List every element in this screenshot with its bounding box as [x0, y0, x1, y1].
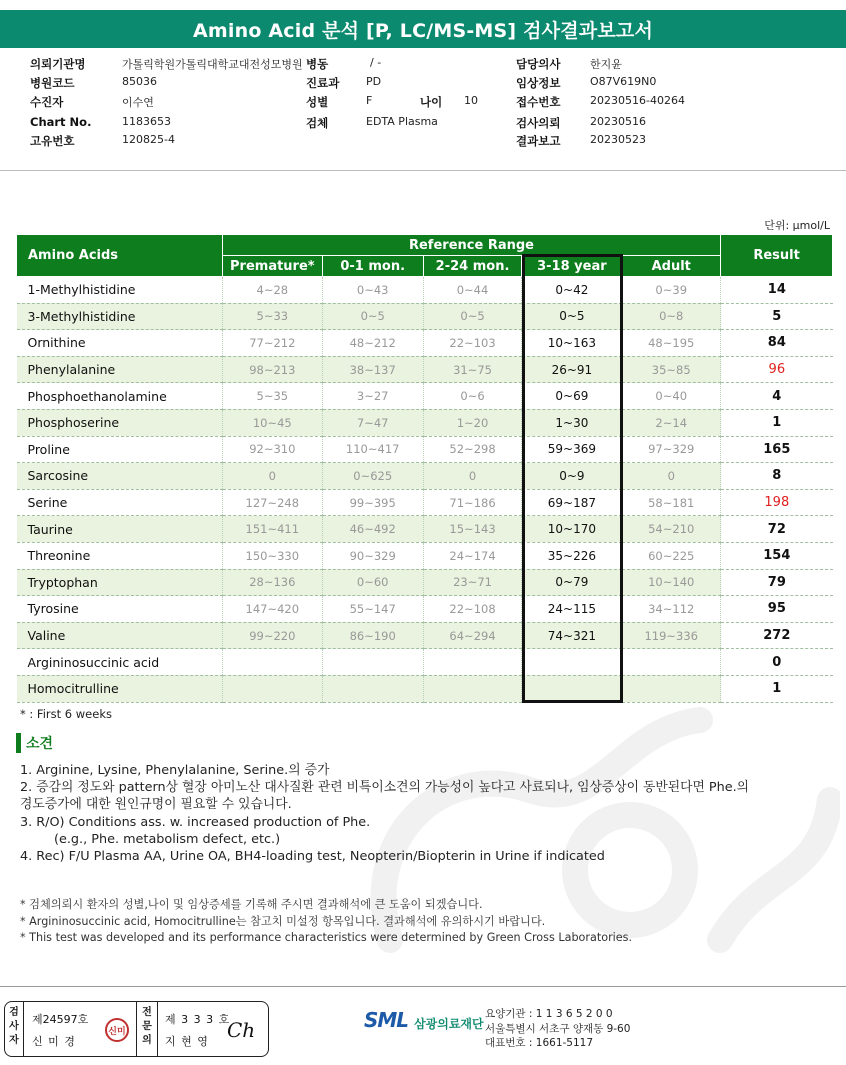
patient-label: 수진자 — [30, 95, 64, 109]
result-value: 4 — [721, 383, 833, 410]
receipt-label: 접수번호 — [516, 95, 561, 109]
reference-range-cell: 7~47 — [322, 409, 423, 436]
heading-bar — [16, 733, 21, 753]
opinion-title: 소견 — [26, 736, 54, 752]
reference-range-cell: 24~115 — [522, 596, 622, 623]
divider — [0, 170, 846, 171]
reference-range-cell: 15~143 — [423, 516, 522, 543]
table-row — [17, 436, 833, 463]
reference-range-cell — [423, 649, 522, 676]
reference-range-cell: 99~220 — [222, 622, 322, 649]
footer-divider — [0, 986, 846, 987]
opinion-line: 3. R/O) Conditions ass. w. increased production of Phe. — [20, 814, 371, 830]
clinical-label: 임상정보 — [516, 76, 561, 90]
unit-label: 단위: μmol/L — [764, 219, 830, 232]
ward-value: / - — [370, 56, 382, 69]
table-row — [17, 303, 833, 330]
result-value: 79 — [721, 569, 833, 596]
report-title: Amino Acid 분석 [P, LC/MS-MS] 검사결과보고서 — [0, 10, 846, 48]
reference-range-cell: 110~417 — [322, 436, 423, 463]
table-row — [17, 542, 833, 569]
receipt-value: 20230516-40264 — [590, 94, 685, 107]
amino-acid-name: Phenylalanine — [17, 356, 223, 383]
doctor-value: 한지윤 — [590, 58, 622, 71]
sex-value: F — [366, 94, 373, 107]
reference-range-cell: 0~625 — [322, 463, 423, 490]
reference-range-cell: 0 — [423, 463, 522, 490]
unique-value: 120825-4 — [122, 133, 175, 146]
reference-range-cell: 0~6 — [423, 383, 522, 410]
examiner-license: 제24597호 — [32, 1013, 89, 1026]
dept-value: PD — [366, 75, 382, 88]
reference-range-cell — [322, 649, 423, 676]
reference-range-cell: 22~103 — [423, 330, 522, 357]
table-row — [17, 516, 833, 543]
specialist-name: 지 현 영 — [165, 1035, 209, 1048]
specialist-label: 전 문 의 — [142, 1007, 152, 1046]
chart-value: 1183653 — [122, 115, 171, 128]
reference-range-cell: 119~336 — [622, 622, 721, 649]
table-row — [17, 649, 833, 676]
reference-range-cell — [222, 649, 322, 676]
col-2-24-mon: 2-24 mon. — [423, 256, 522, 277]
reference-range-cell: 99~395 — [322, 489, 423, 516]
reference-range-cell: 0~9 — [522, 463, 622, 490]
table-row — [17, 409, 833, 436]
age-label: 나이 — [420, 95, 443, 109]
amino-acid-name: 3-Methylhistidine — [17, 303, 223, 330]
reference-range-cell: 64~294 — [423, 622, 522, 649]
org-address: 서울특별시 서초구 양재동 9-60 — [485, 1022, 631, 1035]
col-premature: Premature* — [222, 256, 322, 277]
reference-range-cell: 10~45 — [222, 409, 322, 436]
reference-range-cell: 10~140 — [622, 569, 721, 596]
reference-range-cell: 46~492 — [322, 516, 423, 543]
result-value: 5 — [721, 303, 833, 330]
table-row — [17, 463, 833, 490]
result-value: 165 — [721, 436, 833, 463]
reference-range-cell: 92~310 — [222, 436, 322, 463]
unique-label: 고유번호 — [30, 134, 75, 148]
clinical-value: O87V619N0 — [590, 75, 657, 88]
ward-label: 병동 — [306, 57, 329, 71]
col-3-18-year: 3-18 year — [522, 256, 622, 277]
sml-logo — [364, 1008, 484, 1032]
reference-range-cell — [622, 675, 721, 702]
reference-range-cell: 90~329 — [322, 542, 423, 569]
reference-range-cell: 0~60 — [322, 569, 423, 596]
amino-acid-name: Valine — [17, 622, 223, 649]
reference-range-cell: 147~420 — [222, 596, 322, 623]
reference-range-cell: 127~248 — [222, 489, 322, 516]
reference-range-cell: 54~210 — [622, 516, 721, 543]
amino-acid-name: Sarcosine — [17, 463, 223, 490]
result-value: 84 — [721, 330, 833, 357]
report-value: 20230523 — [590, 133, 646, 146]
amino-acid-name: Threonine — [17, 542, 223, 569]
amino-acid-name: Ornithine — [17, 330, 223, 357]
reference-range-cell — [522, 649, 622, 676]
org-code: 요양기관 : 1 1 3 6 5 2 0 0 — [485, 1008, 613, 1020]
reference-range-cell: 35~226 — [522, 542, 622, 569]
reference-range-cell: 0 — [222, 463, 322, 490]
reference-range-cell: 23~71 — [423, 569, 522, 596]
handwritten-signature: Ch — [227, 1018, 256, 1042]
amino-acid-name: Homocitrulline — [17, 675, 223, 702]
reference-range-cell: 97~329 — [622, 436, 721, 463]
table-row — [17, 356, 833, 383]
footnote-premature: * : First 6 weeks — [20, 707, 112, 721]
note-line: * 검체의뢰시 환자의 성별,나이 및 임상증세를 기록해 주시면 결과해석에 큰 도움이 되겠습니다. — [20, 898, 483, 911]
table-row — [17, 675, 833, 702]
amino-acid-name: Tyrosine — [17, 596, 223, 623]
reference-range-cell: 5~35 — [222, 383, 322, 410]
result-value: 198 — [721, 489, 833, 516]
reference-range-cell: 0~40 — [622, 383, 721, 410]
org-info — [485, 1007, 630, 1051]
opinion-line: (e.g., Phe. metabolism defect, etc.) — [54, 831, 281, 847]
reference-range-cell: 71~186 — [423, 489, 522, 516]
col-result: Result — [721, 235, 833, 277]
table-row — [17, 489, 833, 516]
hospital-label: 의뢰기관명 — [30, 57, 86, 71]
result-value: 1 — [721, 675, 833, 702]
corp-name: 삼광의료재단 — [414, 1016, 484, 1031]
reference-range-cell: 1~30 — [522, 409, 622, 436]
specimen-label: 검체 — [306, 116, 329, 130]
reference-range-cell — [622, 649, 721, 676]
reference-range-cell: 34~112 — [622, 596, 721, 623]
col-amino-acids: Amino Acids — [17, 235, 223, 277]
amino-acid-name: Serine — [17, 489, 223, 516]
result-value: 272 — [721, 622, 833, 649]
reference-range-cell: 0~8 — [622, 303, 721, 330]
report-label: 결과보고 — [516, 134, 561, 148]
reference-range-cell: 28~136 — [222, 569, 322, 596]
amino-acid-name: Taurine — [17, 516, 223, 543]
doctor-label: 담당의사 — [516, 57, 561, 71]
specialist-license: 제 3 3 3 호 — [165, 1013, 231, 1026]
sex-label: 성별 — [306, 95, 329, 109]
amino-acid-name: Argininosuccinic acid — [17, 649, 223, 676]
reference-range-cell: 55~147 — [322, 596, 423, 623]
reference-range-cell: 98~213 — [222, 356, 322, 383]
result-value: 95 — [721, 596, 833, 623]
reference-range-cell: 31~75 — [423, 356, 522, 383]
col-adult: Adult — [622, 256, 721, 277]
amino-acid-table — [16, 234, 833, 703]
reference-range-cell: 0~39 — [622, 277, 721, 304]
opinion-text — [20, 762, 820, 865]
result-value: 14 — [721, 277, 833, 304]
request-value: 20230516 — [590, 115, 646, 128]
patient-value: 이수연 — [122, 96, 154, 109]
reference-range-cell: 35~85 — [622, 356, 721, 383]
reference-range-cell — [322, 675, 423, 702]
opinion-heading — [16, 733, 53, 753]
reference-range-cell: 0~5 — [423, 303, 522, 330]
reference-range-cell: 10~170 — [522, 516, 622, 543]
table-row — [17, 622, 833, 649]
reference-range-cell: 0~79 — [522, 569, 622, 596]
reference-range-cell: 74~321 — [522, 622, 622, 649]
amino-acid-name: Tryptophan — [17, 569, 223, 596]
reference-range-cell: 10~163 — [522, 330, 622, 357]
amino-acid-name: Proline — [17, 436, 223, 463]
reference-range-cell: 22~108 — [423, 596, 522, 623]
notes — [20, 897, 632, 947]
seal-stamp: 신미 — [105, 1018, 129, 1042]
reference-range-cell: 4~28 — [222, 277, 322, 304]
result-value: 72 — [721, 516, 833, 543]
table-row — [17, 383, 833, 410]
reference-range-cell — [222, 675, 322, 702]
examiner-label: 검 사 자 — [9, 1007, 19, 1046]
reference-range-cell: 3~27 — [322, 383, 423, 410]
col-0-1-mon: 0-1 mon. — [322, 256, 423, 277]
reference-range-cell: 0 — [622, 463, 721, 490]
col-reference-range: Reference Range — [222, 235, 720, 256]
reference-range-cell: 86~190 — [322, 622, 423, 649]
signature-box — [4, 1001, 269, 1057]
opinion-line: 1. Arginine, Lysine, Phenylalanine, Serine.의 증가 — [20, 763, 330, 778]
reference-range-cell: 5~33 — [222, 303, 322, 330]
amino-acid-name: Phosphoethanolamine — [17, 383, 223, 410]
reference-range-cell — [423, 675, 522, 702]
reference-range-cell: 2~14 — [622, 409, 721, 436]
reference-range-cell: 26~91 — [522, 356, 622, 383]
table-row — [17, 330, 833, 357]
note-line: * This test was developed and its performance characteristics were determined by Green Cross Laboratories. — [20, 931, 633, 944]
age-value: 10 — [464, 94, 478, 107]
opinion-line: 4. Rec) F/U Plasma AA, Urine OA, BH4-loading test, Neopterin/Biopterin in Urine if indicated — [20, 849, 605, 865]
reference-range-cell: 38~137 — [322, 356, 423, 383]
dept-label: 진료과 — [306, 76, 340, 90]
opinion-line: 2. 증감의 정도와 pattern상 혈장 아미노산 대사질환 관련 비특이소견의 가능성이 높다고 사료되나, 임상증상이 동반된다면 Phe.의 — [20, 780, 750, 796]
specimen-value: EDTA Plasma — [366, 115, 438, 128]
request-label: 검사의뢰 — [516, 116, 561, 130]
reference-range-cell: 77~212 — [222, 330, 322, 357]
reference-range-cell: 59~369 — [522, 436, 622, 463]
code-value: 85036 — [122, 75, 157, 88]
examiner-name: 신 미 경 — [32, 1035, 76, 1048]
result-value: 8 — [721, 463, 833, 490]
code-label: 병원코드 — [30, 76, 75, 90]
result-value: 154 — [721, 542, 833, 569]
reference-range-cell: 0~5 — [322, 303, 423, 330]
opinion-line: 경도증가에 대한 원인규명이 필요할 수 있습니다. — [20, 797, 292, 813]
reference-range-cell: 151~411 — [222, 516, 322, 543]
reference-range-cell: 0~42 — [522, 277, 622, 304]
reference-range-cell: 0~69 — [522, 383, 622, 410]
note-line: * Argininosuccinic acid, Homocitrulline는 참고치 미설정 항목입니다. 결과해석에 유의하시기 바랍니다. — [20, 914, 546, 928]
chart-label: Chart No. — [30, 115, 92, 129]
hospital-value: 가톨릭학원가톨릭대학교대전성모병원 — [122, 58, 303, 71]
sml-logo-mark: SML — [364, 1008, 409, 1032]
reference-range-cell: 69~187 — [522, 489, 622, 516]
result-value: 96 — [721, 356, 833, 383]
result-value: 0 — [721, 649, 833, 676]
reference-range-cell: 48~212 — [322, 330, 423, 357]
reference-range-cell: 58~181 — [622, 489, 721, 516]
table-row — [17, 569, 833, 596]
reference-range-cell — [522, 675, 622, 702]
org-phone: 대표번호 : 1661-5117 — [485, 1037, 594, 1049]
table-row — [17, 596, 833, 623]
reference-range-cell: 24~174 — [423, 542, 522, 569]
amino-acid-name: 1-Methylhistidine — [17, 277, 223, 304]
reference-range-cell: 0~44 — [423, 277, 522, 304]
reference-range-cell: 52~298 — [423, 436, 522, 463]
result-value: 1 — [721, 409, 833, 436]
reference-range-cell: 150~330 — [222, 542, 322, 569]
reference-range-cell: 0~5 — [522, 303, 622, 330]
table-row — [17, 277, 833, 304]
reference-range-cell: 48~195 — [622, 330, 721, 357]
reference-range-cell: 0~43 — [322, 277, 423, 304]
reference-range-cell: 60~225 — [622, 542, 721, 569]
reference-range-cell: 1~20 — [423, 409, 522, 436]
amino-acid-name: Phosphoserine — [17, 409, 223, 436]
